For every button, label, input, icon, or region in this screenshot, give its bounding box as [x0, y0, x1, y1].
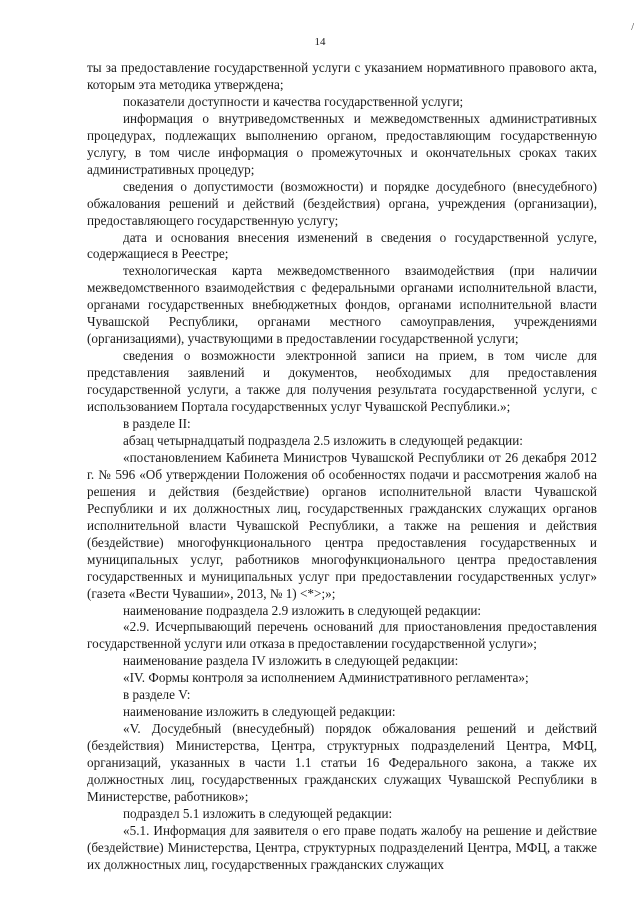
paragraph: «IV. Формы контроля за исполнением Административного регламента»; — [123, 670, 529, 686]
paragraph: «2.9. Исчерпывающий перечень оснований для приостановления предоставления государственной услуги или отказа в предоставлении государственной услуги»; — [87, 619, 597, 652]
paragraph: технологическая карта межведомственного взаимодействия (при наличии межведомственного взаимодействия с федеральными органами исполнительной власти, органами государственных внебюджетных фондов, органами исполнительной власти Чувашской Республики, органами местного самоуправления, учреждениями (организациями), участвующими в предоставлении государственной услуги; — [87, 263, 597, 347]
paragraph: наименование подраздела 2.9 изложить в следующей редакции: — [123, 602, 482, 618]
paragraph: «постановлением Кабинета Министров Чувашской Республики от 26 декабря 2012 г. № 596 «Об утверждении Положения об особенностях подачи и рассмотрения жалоб на решения и действия (бездействие) органов исполнительной власти Чувашской Республики и их должностных лиц, государственных гражданских служащих органов исполнительной власти Чувашской Республики, а также на решения и действия (бездействие) многофункционального центра предоставления государственных и муниципальных услуг, работников многофункционального центра предоставления государственных и муниципальных услуг при предоставлении государственных услуг» (газета «Вести Чувашии», 2013, № 1) <*>;»; — [87, 449, 597, 601]
paragraph: информация о внутриведомственных и межведомственных административных процедурах, подлежащих выполнению органом, предоставляющим государственную услугу, в том числе информация о промежуточных и окончательных сроках таких административных процедур; — [87, 110, 597, 177]
paragraph: сведения о возможности электронной записи на прием, в том числе для представления заявлений и документов, необходимых для предоставления государственной услуги, а также для получения результата государственной услуги, с использованием Портала государственных услуг Чувашской Республики.»; — [87, 348, 597, 415]
paragraph: в разделе V: — [123, 687, 191, 703]
paragraph: «5.1. Информация для заявителя о его праве подать жалобу на решение и действие (бездействие) Министерства, Центра, структурных подразделений Центра, МФЦ, а также их должностных лиц, государственных гражданских служащих — [87, 822, 597, 872]
document-body — [87, 60, 597, 874]
paragraph: показатели доступности и качества государственной услуги; — [123, 93, 464, 109]
paragraph: сведения о допустимости (возможности) и порядке досудебного (внесудебного) обжалования решений и действий (бездействия) органа, учреждения (организации), предоставляющего государственную услугу; — [87, 178, 597, 228]
paragraph: наименование изложить в следующей редакции: — [123, 704, 396, 720]
paragraph: «V. Досудебный (внесудебный) порядок обжалования решений и действий (бездействия) Министерства, Центра, структурных подразделений Центра, МФЦ, организаций, указанных в части 1.1 статьи 16 Федерального закона, а также их должностных лиц, государственных гражданских служащих Чувашской Республики в Министерстве, работников»; — [87, 721, 597, 804]
paragraph: наименование раздела IV изложить в следующей редакции: — [123, 653, 459, 669]
corner-mark: / — [631, 22, 634, 33]
paragraph: в разделе II: — [123, 416, 191, 432]
page-number: 14 — [314, 36, 326, 48]
paragraph: ты за предоставление государственной услуги с указанием нормативного правового акта, которым эта методика утверждена; — [87, 60, 597, 92]
paragraph: дата и основания внесения изменений в сведения о государственной услуге, содержащиеся в Реестре; — [87, 229, 597, 262]
paragraph: подраздел 5.1 изложить в следующей редакции: — [123, 805, 393, 821]
paragraph: абзац четырнадцатый подраздела 2.5 изложить в следующей редакции: — [123, 432, 523, 448]
